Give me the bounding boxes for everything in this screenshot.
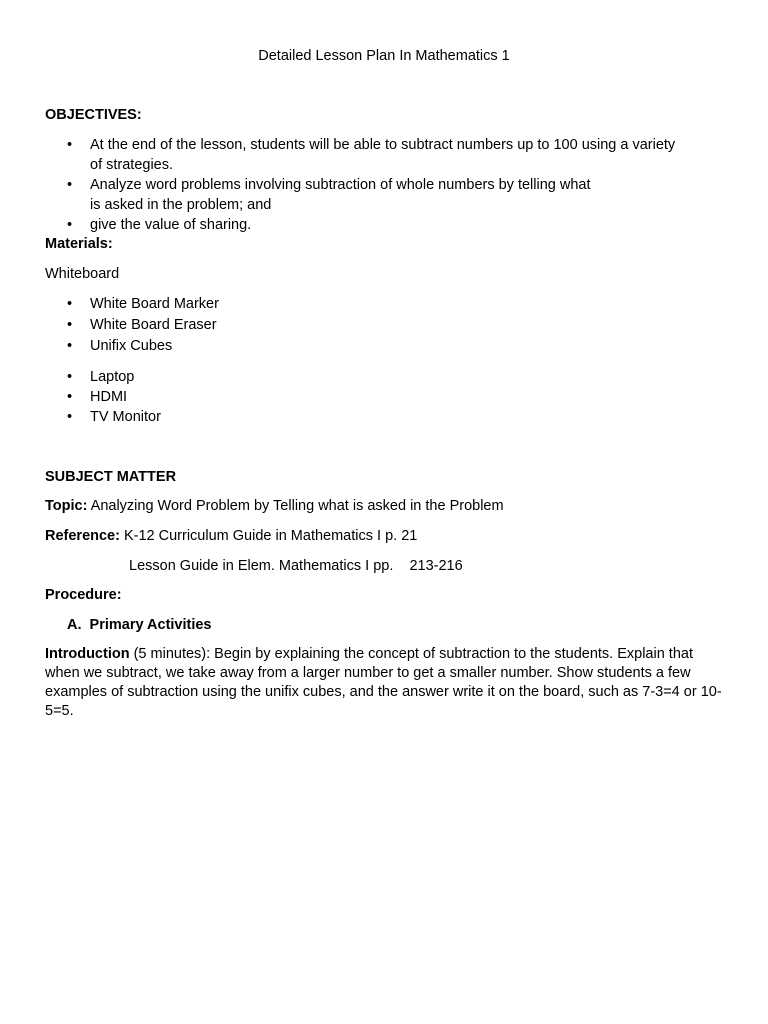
- objectives-heading: OBJECTIVES:: [45, 107, 142, 123]
- reference-text: K-12 Curriculum Guide in Mathematics I p. 21: [119, 528, 418, 544]
- material-item: [45, 294, 735, 314]
- objective-continuation: [45, 155, 735, 175]
- materials-intro: Whiteboard: [45, 266, 120, 282]
- objective-text: is asked in the problem; and: [90, 197, 272, 213]
- material-text: TV Monitor: [90, 409, 161, 425]
- bullet-icon: •: [67, 137, 73, 153]
- objectives-list-container: [45, 135, 735, 235]
- bullet-icon: •: [67, 317, 73, 333]
- bullet-icon: •: [67, 177, 73, 193]
- section-a-heading: [67, 615, 757, 635]
- material-item: [45, 367, 735, 387]
- materials-group-1: [45, 294, 735, 356]
- section-a-letter: A.: [67, 617, 82, 633]
- objective-text: At the end of the lesson, students will be able to subtract numbers up to 100 using a variety: [90, 137, 676, 153]
- materials-heading: Materials:: [45, 236, 113, 252]
- materials-list-1: [45, 294, 735, 356]
- bullet-icon: •: [67, 409, 73, 425]
- topic-text: Analyzing Word Problem by Telling what is asked in the Problem: [87, 498, 504, 514]
- bullet-icon: •: [67, 369, 73, 385]
- topic-label: Topic:: [45, 498, 88, 514]
- objective-continuation: [45, 195, 735, 215]
- material-item: [45, 315, 735, 335]
- objective-item: [45, 175, 735, 195]
- subject-matter-heading: SUBJECT MATTER: [45, 469, 177, 485]
- topic-line: [45, 496, 735, 516]
- document-title: Detailed Lesson Plan In Mathematics 1: [258, 48, 510, 64]
- bullet-icon: •: [67, 296, 73, 312]
- material-text: HDMI: [90, 389, 128, 405]
- introduction-label: Introduction: [45, 646, 130, 662]
- section-a-title: Primary Activities: [89, 617, 212, 633]
- material-item: [45, 407, 735, 427]
- material-item: [45, 387, 735, 407]
- reference-line: [45, 526, 735, 546]
- materials-list-2: [45, 367, 735, 427]
- material-item: [45, 336, 735, 356]
- reference-label: Reference:: [45, 528, 120, 544]
- objective-text: give the value of sharing.: [90, 217, 252, 233]
- objective-item: [45, 135, 735, 155]
- objective-text: Analyze word problems involving subtraction of whole numbers by telling what: [90, 177, 591, 193]
- materials-group-2: [45, 367, 735, 427]
- bullet-icon: •: [67, 217, 73, 233]
- material-text: Laptop: [90, 369, 135, 385]
- bullet-icon: •: [67, 389, 73, 405]
- material-text: White Board Eraser: [90, 317, 217, 333]
- material-text: Unifix Cubes: [90, 338, 173, 354]
- material-text: White Board Marker: [90, 296, 219, 312]
- bullet-icon: •: [67, 338, 73, 354]
- introduction-text: (5 minutes): Begin by explaining the concept of subtraction to the students. Explain that when we subtract, we take away from a larger number to get a smaller number. Show students a few examples of subtraction using the unifix cubes, and the answer write it on the board, such as 7-3=4 or 10-5=5.: [45, 646, 722, 719]
- objective-item: [45, 215, 735, 235]
- objective-text: of strategies.: [90, 157, 174, 173]
- procedure-label: Procedure:: [45, 587, 122, 603]
- reference-line-2: Lesson Guide in Elem. Mathematics I pp. 213-216: [129, 558, 463, 574]
- introduction-paragraph: [45, 645, 730, 721]
- objectives-list: [45, 135, 735, 235]
